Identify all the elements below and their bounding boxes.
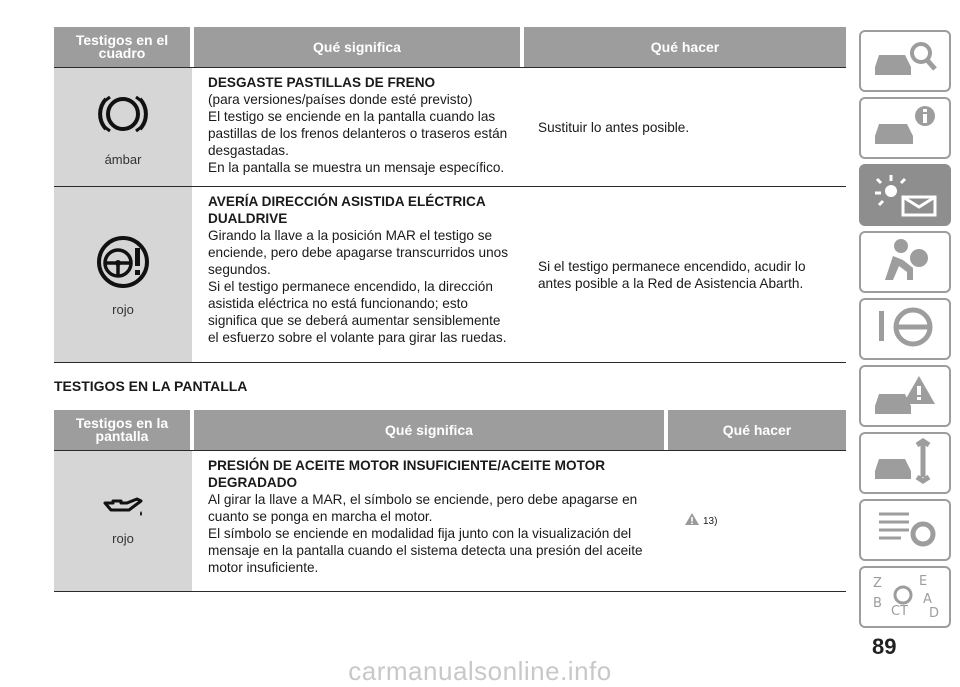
svg-text:CT: CT	[891, 603, 909, 619]
sidebar-tab-car-search[interactable]	[859, 30, 951, 92]
section-title: TESTIGOS EN LA PANTALLA	[54, 378, 248, 394]
warning-table-dashboard	[54, 27, 846, 363]
alphabet-index-icon	[867, 571, 943, 624]
icon-cell	[54, 187, 192, 362]
sidebar-tab-airbag[interactable]	[859, 231, 951, 293]
svg-text:A: A	[923, 591, 932, 607]
icon-cell	[54, 68, 192, 186]
list-gear-icon	[867, 504, 943, 557]
action-cell: Sustituir lo antes posible.	[538, 119, 690, 135]
table-row	[54, 68, 846, 187]
header-col-3: Qué hacer	[524, 27, 846, 67]
airbag-person-icon	[867, 236, 943, 289]
car-warning-icon	[867, 370, 943, 423]
sidebar-tab-specs[interactable]	[859, 499, 951, 561]
brake-pad-wear-icon	[96, 87, 150, 146]
table-header	[54, 410, 846, 450]
svg-text:B: B	[873, 595, 882, 611]
sidebar-tab-car-service[interactable]	[859, 432, 951, 494]
car-search-icon	[867, 35, 943, 88]
table-row	[54, 451, 846, 592]
color-label: ámbar	[104, 152, 142, 167]
meaning-cell: PRESIÓN DE ACEITE MOTOR INSUFICIENTE/ACEITE MOTOR DEGRADADO Al girar la llave a MAR, el símbolo se enciende, pero debe apagarse en cuanto se ponga en marcha el motor. El símbolo se enciende en modalidad fija junto con la visualización del mensaje en la pantalla cuando el sistema detecta una presión del aceite motor insuficiente.	[192, 451, 666, 591]
svg-text:E: E	[919, 573, 928, 589]
meaning-cell: AVERÍA DIRECCIÓN ASISTIDA ELÉCTRICA DUALDRIVE Girando la llave a la posición MAR el testigo se enciende, pero debe apagarse transcurridos unos segundos. Si el testigo permanece encendido, la dirección asistida eléctrica no está funcionando; esto significa que se deberá aumentar sensiblemente el esfuerzo sobre el volante para girar las ruedas.	[192, 187, 522, 362]
oil-pressure-icon	[101, 496, 145, 525]
page-number: 89	[872, 634, 897, 659]
table-header	[54, 27, 846, 67]
watermark: carmanualsonline.info	[348, 656, 612, 686]
warning-triangle-icon	[684, 512, 700, 530]
header-col-1: Testigos en el cuadro	[54, 27, 190, 67]
reference-note: 13)	[703, 515, 718, 527]
warning-title: PRESIÓN DE ACEITE MOTOR INSUFICIENTE/ACEITE MOTOR DEGRADADO	[208, 458, 606, 490]
table-row	[54, 187, 846, 363]
steering-key-icon	[867, 303, 943, 356]
sidebar-tab-index[interactable]	[859, 566, 951, 628]
action-cell: Si el testigo permanece encendido, acudir lo antes posible a la Red de Asistencia Abarth.	[538, 258, 806, 291]
meaning-cell: DESGASTE PASTILLAS DE FRENO (para versiones/países donde esté previsto) El testigo se enciende en la pantalla cuando las pastillas de los frenos delanteros o traseros están desgastadas. En la pantalla se muestra un mensaje específico.	[192, 68, 522, 186]
sidebar-tab-warning-lights[interactable]	[859, 164, 951, 226]
color-label: rojo	[112, 531, 134, 546]
icon-cell	[54, 451, 192, 591]
sidebar-tab-steering[interactable]	[859, 298, 951, 360]
svg-text:Z: Z	[873, 575, 882, 591]
header-col-3: Qué hacer	[668, 410, 846, 450]
header-col-1: Testigos en la pantalla	[54, 410, 190, 450]
power-steering-failure-icon	[94, 233, 152, 296]
warning-title: AVERÍA DIRECCIÓN ASISTIDA ELÉCTRICA DUALDRIVE	[208, 194, 486, 226]
header-col-2: Qué significa	[194, 27, 520, 67]
action-cell	[666, 451, 846, 591]
sidebar-tab-car-info[interactable]	[859, 97, 951, 159]
svg-text:D: D	[929, 605, 940, 619]
warning-table-display	[54, 410, 846, 592]
warning-title: DESGASTE PASTILLAS DE FRENO	[208, 75, 436, 90]
car-wrench-icon	[867, 437, 943, 490]
color-label: rojo	[112, 301, 134, 317]
sidebar-tab-car-warning[interactable]	[859, 365, 951, 427]
warning-lights-icon	[867, 169, 943, 222]
header-col-2: Qué significa	[194, 410, 664, 450]
car-info-icon	[867, 102, 943, 155]
